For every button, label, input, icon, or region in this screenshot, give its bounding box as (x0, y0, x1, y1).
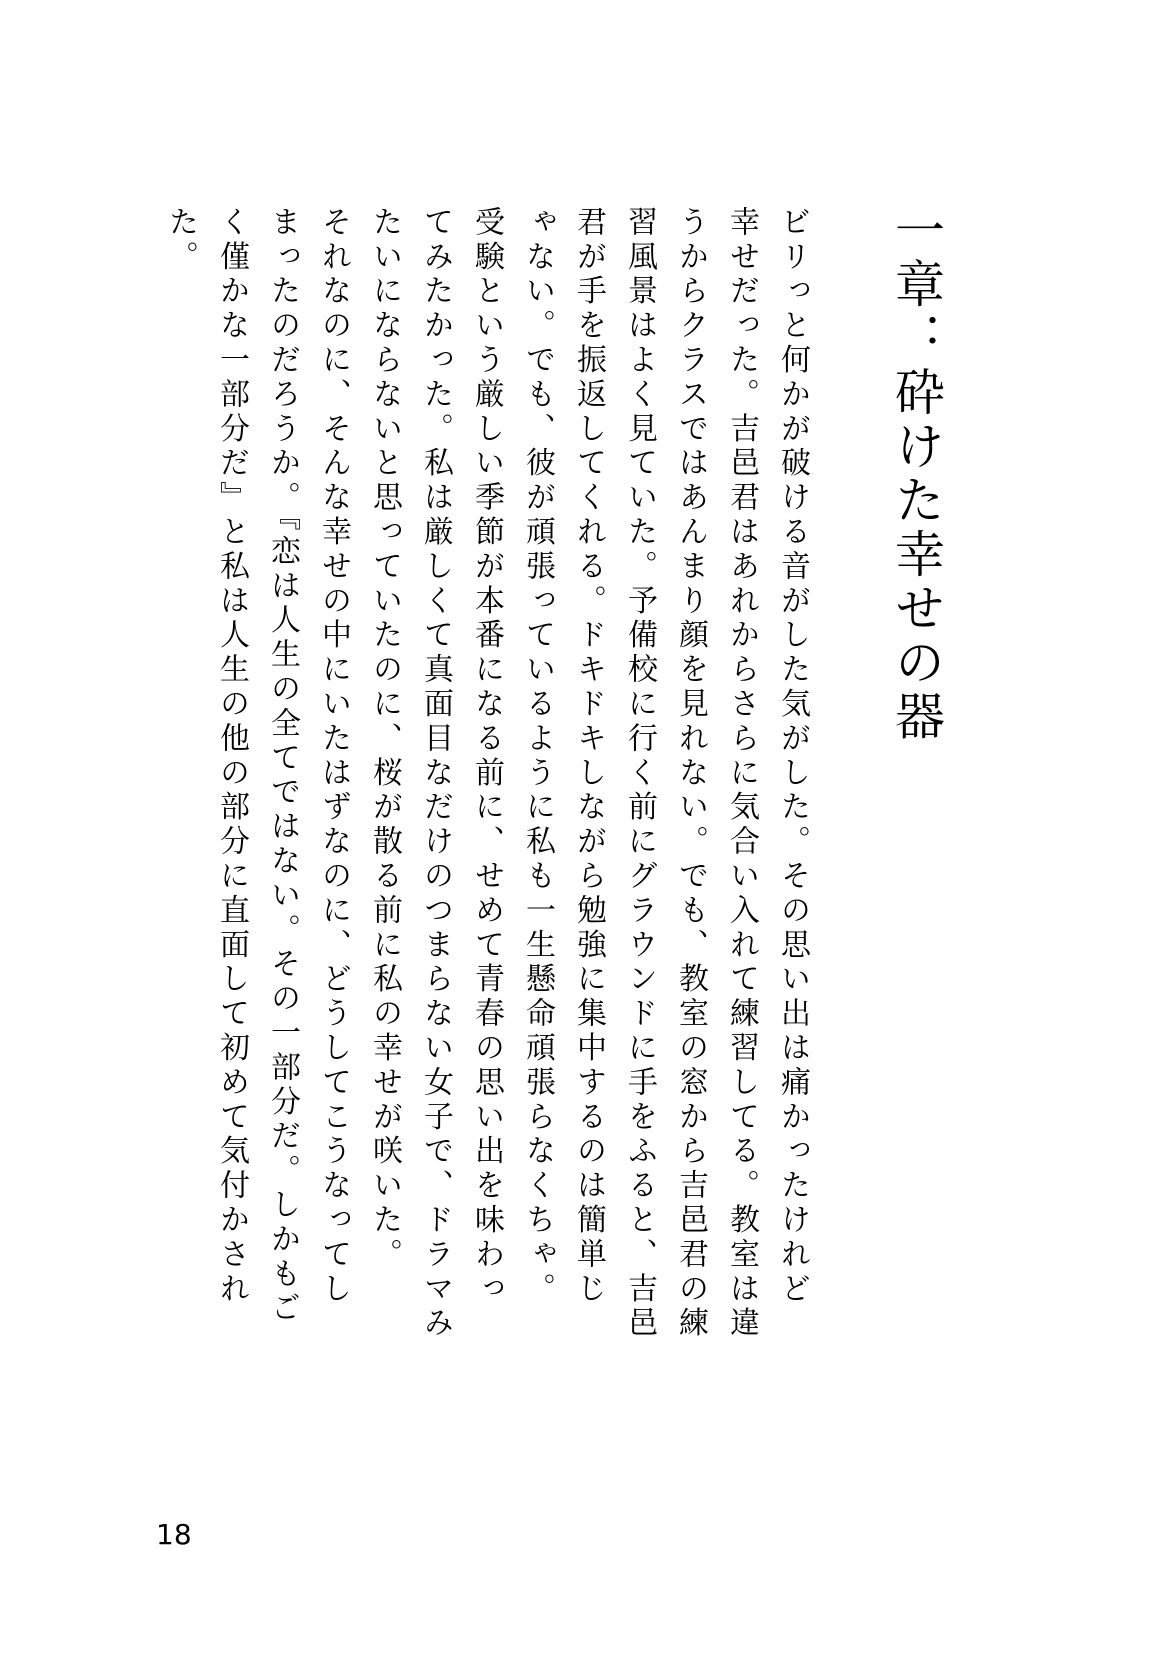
body-line: それなのに、そんな幸せの中にいたはずなのに、どうしてこうなってし (316, 206, 351, 1307)
body-line: うからクラスではあんまり顔を見れない。でも、教室の窓から吉邑君の練 (673, 206, 708, 1342)
body-line: 習風景はよく見ていた。予備校に行く前にグラウンドに手をふると、吉邑 (622, 206, 657, 1342)
body-line: 受験という厳しい季節が本番になる前に、せめて青春の思い出を味わっ (469, 206, 504, 1307)
body-line: 君が手を振返してくれる。ドキドキしながら勉強に集中するのは簡単じ (571, 206, 606, 1307)
body-text (163, 206, 818, 1446)
body-line: たいにならないと思っていたのに、桜が散る前に私の幸せが咲いた。 (367, 206, 402, 1273)
body-line: 幸せだった。吉邑君はあれからさらに気合い入れて練習してる。教室は違 (724, 206, 759, 1342)
body-line: く僅かな一部分だ』と私は人生の他の部分に直面して初めて気付かされ (214, 206, 249, 1307)
body-line: まったのだろうか。『恋は人生の全てではない。その一部分だ。しかもご (265, 206, 300, 1327)
body-line: た。 (163, 206, 198, 275)
page-number: 18 (156, 1518, 192, 1551)
body-line: ビリっと何かが破ける音がした気がした。その思い出は痛かったけれど (775, 206, 810, 1307)
body-line: てみたかった。私は厳しくて真面目なだけのつまらない女子で、ドラマみ (418, 206, 453, 1342)
chapter-title: 一章：砕けた幸せの器 (887, 204, 945, 744)
body-line: ゃない。でも、彼が頑張っているように私も一生懸命頑張らなくちゃ。 (520, 206, 555, 1307)
